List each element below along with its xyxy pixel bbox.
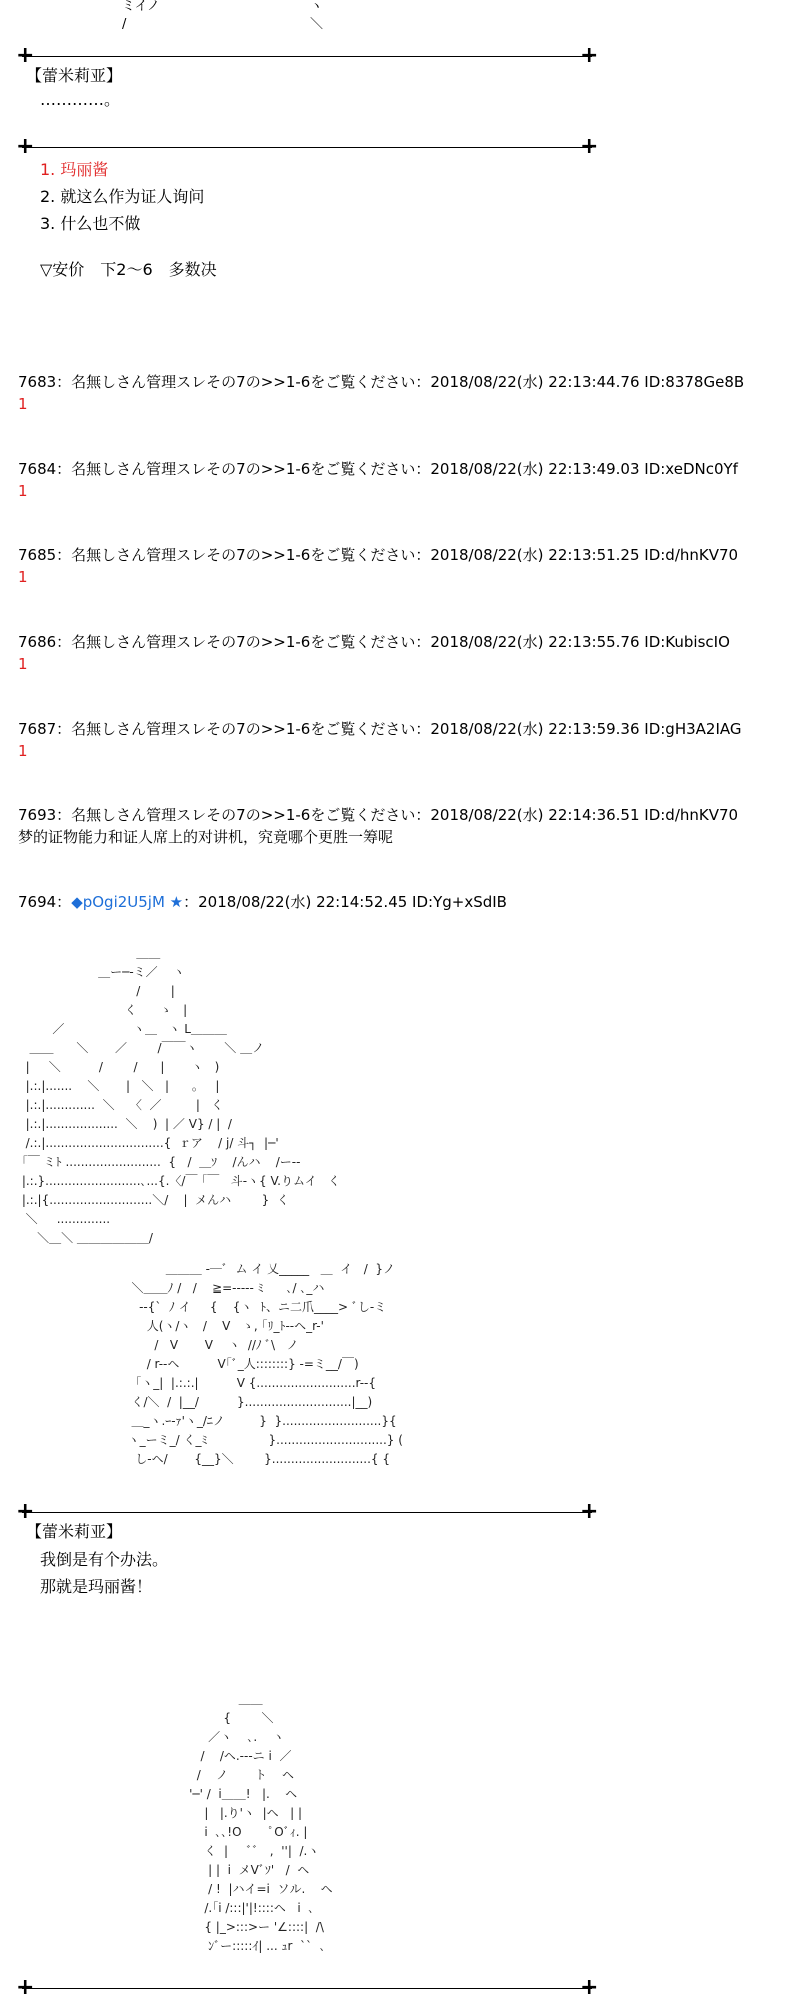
ascii-art-fragment-right: ヽ ＼ [310, 0, 324, 32]
speaker-label: 【蕾米莉亚】 [26, 66, 123, 85]
separator-line [22, 1512, 592, 1513]
separator-plus-left: + [16, 1499, 35, 1524]
post-header: 7687：名無しさん管理スレその7の>>1-6をご覧ください：2018/08/22(水) 22:13:59.36 ID:gH3A2IAG [18, 720, 742, 738]
separator-plus-right: + [580, 1499, 599, 1524]
post-header: 7684：名無しさん管理スレその7の>>1-6をご覧ください：2018/08/22(水) 22:13:49.03 ID:xeDNc0Yf [18, 460, 738, 478]
separator-plus-left: + [16, 134, 35, 159]
ascii-art-character: ＿＿ ＿ー─‐ミ／ ヽ / | く ゝ | ／ ヽ＿ ヽ L＿＿＿ ＿＿ ＼ ／ /￣￣ヽ ＼ ＿ノ | ＼ / / | ヽ ) |.:.|....... ＼ | ＼ | 。 | |.:.|............. ＼ 〈 ／ | く |.:.|................... ＼ ) | ／ V} / | / /.:.|...............................{ ｒア / j/ 斗┐ |─' ｢￣ ミﾄ ......................... { / ＿ｿ /んハ /ー-- |.:.}.........................､...{.〈/￣ ｢￣ 斗-ヽ{ V.りムイ く |.:.|{...........................＼/ | メんハ } く ＼ .............. ＼＿＼ ＿＿＿＿＿＿/ [21, 946, 341, 1245]
separator-line [22, 147, 592, 148]
separator-line [22, 1988, 592, 1989]
ascii-art-chibi: ＿＿ { ＼ ／ヽ ､. ヽ / /ヘ.--‐ニ i ／ / ノ ト ヘ '─' / i＿＿! |. ヘ | |.り'ヽ |ヘ | | i ､､!O ﾟOﾞｨ. | く | ﾞﾞ , ''| /.ヽ | | i メVﾞｿ' / ヘ / ! |ハイ=i ソル. ヘ /.｢i /:::|'|!::::ヘ i ､ { |_>:::>ー '∠::::| /\ ﾝﾞー:::::ｲ| ... ｭr `` ､ [189, 1692, 333, 1953]
separator-plus-left: + [16, 1975, 35, 2000]
post-body: 1 [18, 742, 28, 760]
separator-line [22, 56, 592, 57]
post-header: 7683：名無しさん管理スレその7の>>1-6をご覧ください：2018/08/22(水) 22:13:44.76 ID:8378Ge8B [18, 373, 745, 391]
choice-2: 2. 就这么作为证人询问 [40, 187, 205, 206]
post-body: 1 [18, 395, 28, 413]
dialog-line: 我倒是有个办法。 [40, 1550, 169, 1569]
post-header: 7685：名無しさん管理スレその7の>>1-6をご覧ください：2018/08/22(水) 22:13:51.25 ID:d/hnKV70 [18, 546, 739, 564]
ascii-art-lower: ＿＿＿ -─ﾞ ム イ 乂_____ ＿ イ / }ノ ＼＿＿ﾉ / / ≧=--‐‐‐ ﾐ ､/ ､_ハ ‐-{` ﾉ イ { {ヽ ﾄ、ニ二爪____> ﾞし-ミ 人(ヽ/ヽ / V ゝ, ｢ﾘ_ﾄ--ヘ_r-' / V V ヽ //ﾉ ﾞ\ ノ / r--ヘ V｢ﾞ_人::::::::} -=ミ__/￣) ｢ヽ_| |.:.:.| V {..........................r--{ く/＼ / |__/ }............................|__) ＿_ヽ.ｰ-ｧ'ヽ_/ﾆノ } }..........................}{ ヽ_ーミ_/ く_ﾐ }.............................} ( し-ヘ/ {__}＼ }..........................{ { [127, 1262, 403, 1466]
separator-plus-right: + [580, 1975, 599, 2000]
choice-3: 3. 什么也不做 [40, 214, 141, 233]
author-trip: ◆pOgi2U5jM ★ [71, 893, 184, 911]
post-body: 1 [18, 568, 28, 586]
ascii-art-fragment-left: ミイノ / [122, 0, 160, 32]
vote-instruction: ▽安价 下2～6 多数决 [40, 260, 217, 279]
dialog-line: 那就是玛丽酱！ [40, 1577, 153, 1596]
dialog-line: …………。 [40, 90, 121, 109]
separator-plus-right: + [580, 43, 599, 68]
author-post-header: 7694：◆pOgi2U5jM ★：2018/08/22(水) 22:14:52.45 ID:Yg+xSdIB [18, 893, 507, 911]
separator-plus-right: + [580, 134, 599, 159]
post-header: 7693：名無しさん管理スレその7の>>1-6をご覧ください：2018/08/22(水) 22:14:36.51 ID:d/hnKV70 [18, 806, 739, 824]
post-body: 1 [18, 655, 28, 673]
separator-plus-left: + [16, 43, 35, 68]
post-header: 7686：名無しさん管理スレその7の>>1-6をご覧ください：2018/08/22(水) 22:13:55.76 ID:KubiscIO [18, 633, 730, 651]
post-body: 1 [18, 482, 28, 500]
post-body: 梦的证物能力和证人席上的对讲机，究竟哪个更胜一筹呢 [18, 828, 394, 846]
speaker-label: 【蕾米莉亚】 [26, 1522, 123, 1541]
choice-1: 1. 玛丽酱 [40, 160, 109, 179]
